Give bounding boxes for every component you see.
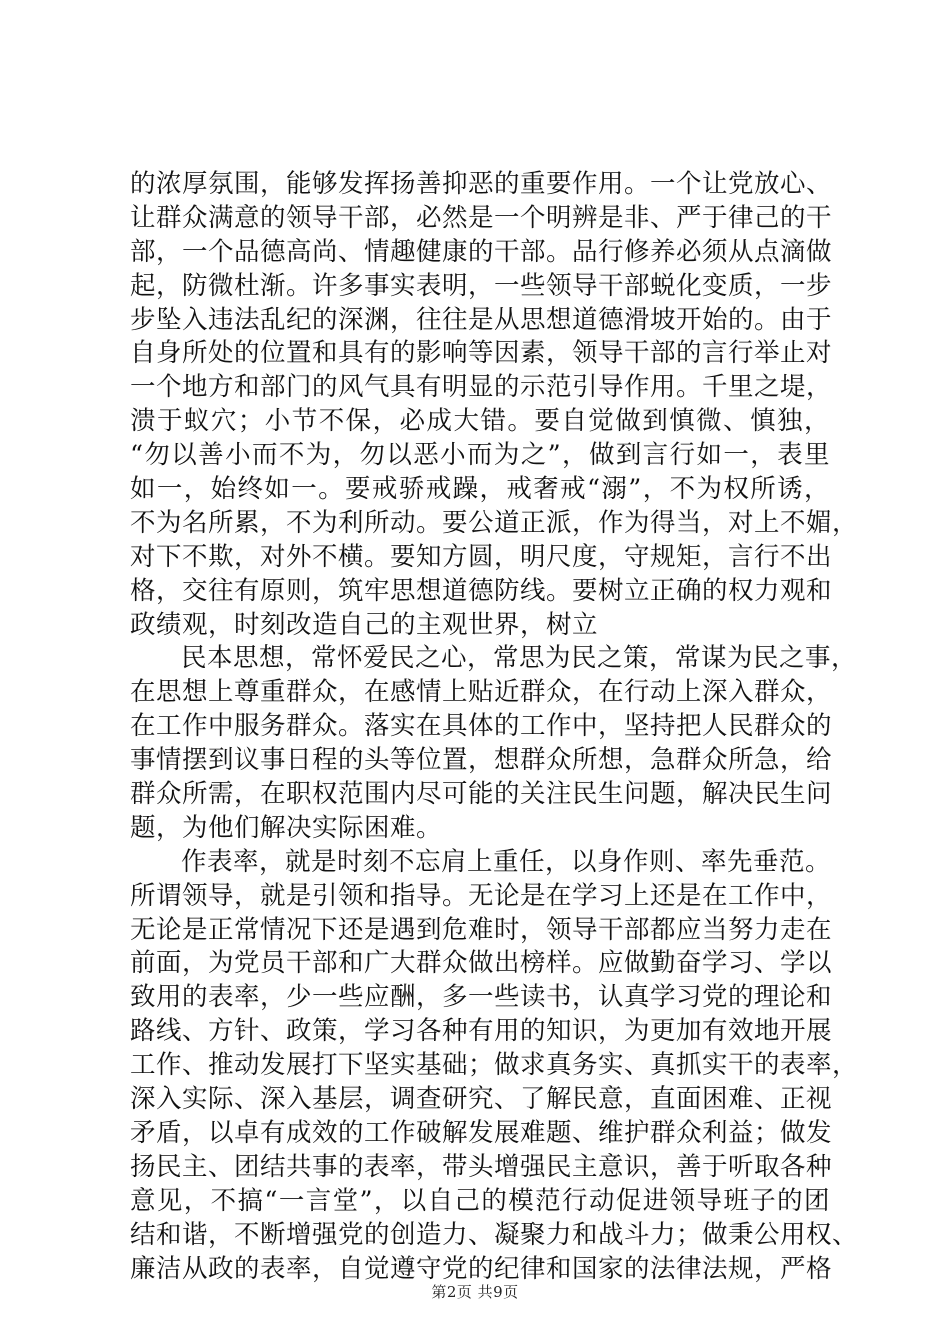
- text-line: 路线、方针、政策，学习各种有用的知识，为更加有效地开展: [130, 1016, 833, 1047]
- text-line: 作表率，就是时刻不忘肩上重任，以身作则、率先垂范。: [181, 846, 832, 877]
- text-line: 起，防微杜渐。许多事实表明，一些领导干部蜕化变质，一步: [130, 270, 833, 301]
- page-number-footer: 第2页 共9页: [431, 1283, 519, 1301]
- text-line: 矛盾，以卓有成效的工作破解发展难题、维护群众利益；做发: [130, 1117, 833, 1148]
- text-line: 题，为他们解决实际困难。: [130, 812, 443, 843]
- text-line: 群众所需，在职权范围内尽可能的关注民生问题，解决民生问: [130, 779, 833, 810]
- text-line: 扬民主、团结共事的表率，带头增强民主意识，善于听取各种: [130, 1151, 833, 1182]
- text-line: 意见，不搞“一言堂”，以自己的模范行动促进领导班子的团: [130, 1185, 830, 1216]
- text-line: 部，一个品德高尚、情趣健康的干部。品行修养必须从点滴做: [130, 236, 833, 267]
- text-line: 如一，始终如一。要戒骄戒躁，戒奢戒“溺”，不为权所诱，: [130, 474, 830, 505]
- text-line: 步坠入违法乱纪的深渊，往往是从思想道德滑坡开始的。由于: [130, 304, 833, 335]
- paragraph-3: [130, 846, 859, 1287]
- text-line: 格，交往有原则，筑牢思想道德防线。要树立正确的权力观和: [130, 575, 833, 606]
- text-line: 政绩观，时刻改造自己的主观世界，树立: [130, 609, 599, 640]
- text-line: 让群众满意的领导干部，必然是一个明辨是非、严于律己的干: [130, 202, 833, 233]
- text-line: 一个地方和部门的风气具有明显的示范引导作用。千里之堤，: [130, 372, 833, 403]
- text-line: 前面，为党员干部和广大群众做出榜样。应做勤奋学习、学以: [130, 948, 833, 979]
- text-line: 事情摆到议事日程的头等位置，想群众所想，急群众所急，给: [130, 745, 833, 776]
- text-line: 对下不欺，对外不横。要知方圆，明尺度，守规矩，言行不出: [130, 541, 833, 572]
- text-line: 自身所处的位置和具有的影响等因素，领导干部的言行举止对: [130, 338, 833, 369]
- text-line: 结和谐，不断增强党的创造力、凝聚力和战斗力；做秉公用权、: [130, 1219, 859, 1250]
- text-line: 无论是正常情况下还是遇到危难时，领导干部都应当努力走在: [130, 914, 833, 945]
- text-line: 致用的表率，少一些应酬，多一些读书，认真学习党的理论和: [130, 982, 833, 1013]
- text-line: 所谓领导，就是引领和指导。无论是在学习上还是在工作中，: [130, 880, 833, 911]
- text-line: 深入实际、深入基层，调查研究、了解民意，直面困难、正视: [130, 1084, 833, 1115]
- document-body: [130, 168, 859, 1286]
- paragraph-2: [130, 642, 858, 845]
- text-line: 民本思想，常怀爱民之心，常思为民之策，常谋为民之事，: [181, 643, 858, 674]
- text-line: “勿以善小而不为，勿以恶小而为之”，做到言行如一，表里: [130, 440, 830, 471]
- paragraph-1: [130, 168, 859, 642]
- text-line: 溃于蚁穴；小节不保，必成大错。要自觉做到慎微、慎独，: [130, 406, 830, 437]
- text-line: 在思想上尊重群众，在感情上贴近群众，在行动上深入群众，: [130, 677, 833, 708]
- text-line: 廉洁从政的表率，自觉遵守党的纪律和国家的法律法规，严格: [130, 1253, 833, 1284]
- text-line: 不为名所累，不为利所动。要公道正派，作为得当，对上不媚，: [130, 507, 859, 538]
- text-line: 的浓厚氛围，能够发挥扬善抑恶的重要作用。一个让党放心、: [130, 169, 833, 199]
- text-line: 在工作中服务群众。落实在具体的工作中，坚持把人民群众的: [130, 711, 833, 742]
- text-line: 工作、推动发展打下坚实基础；做求真务实、真抓实干的表率，: [130, 1050, 859, 1081]
